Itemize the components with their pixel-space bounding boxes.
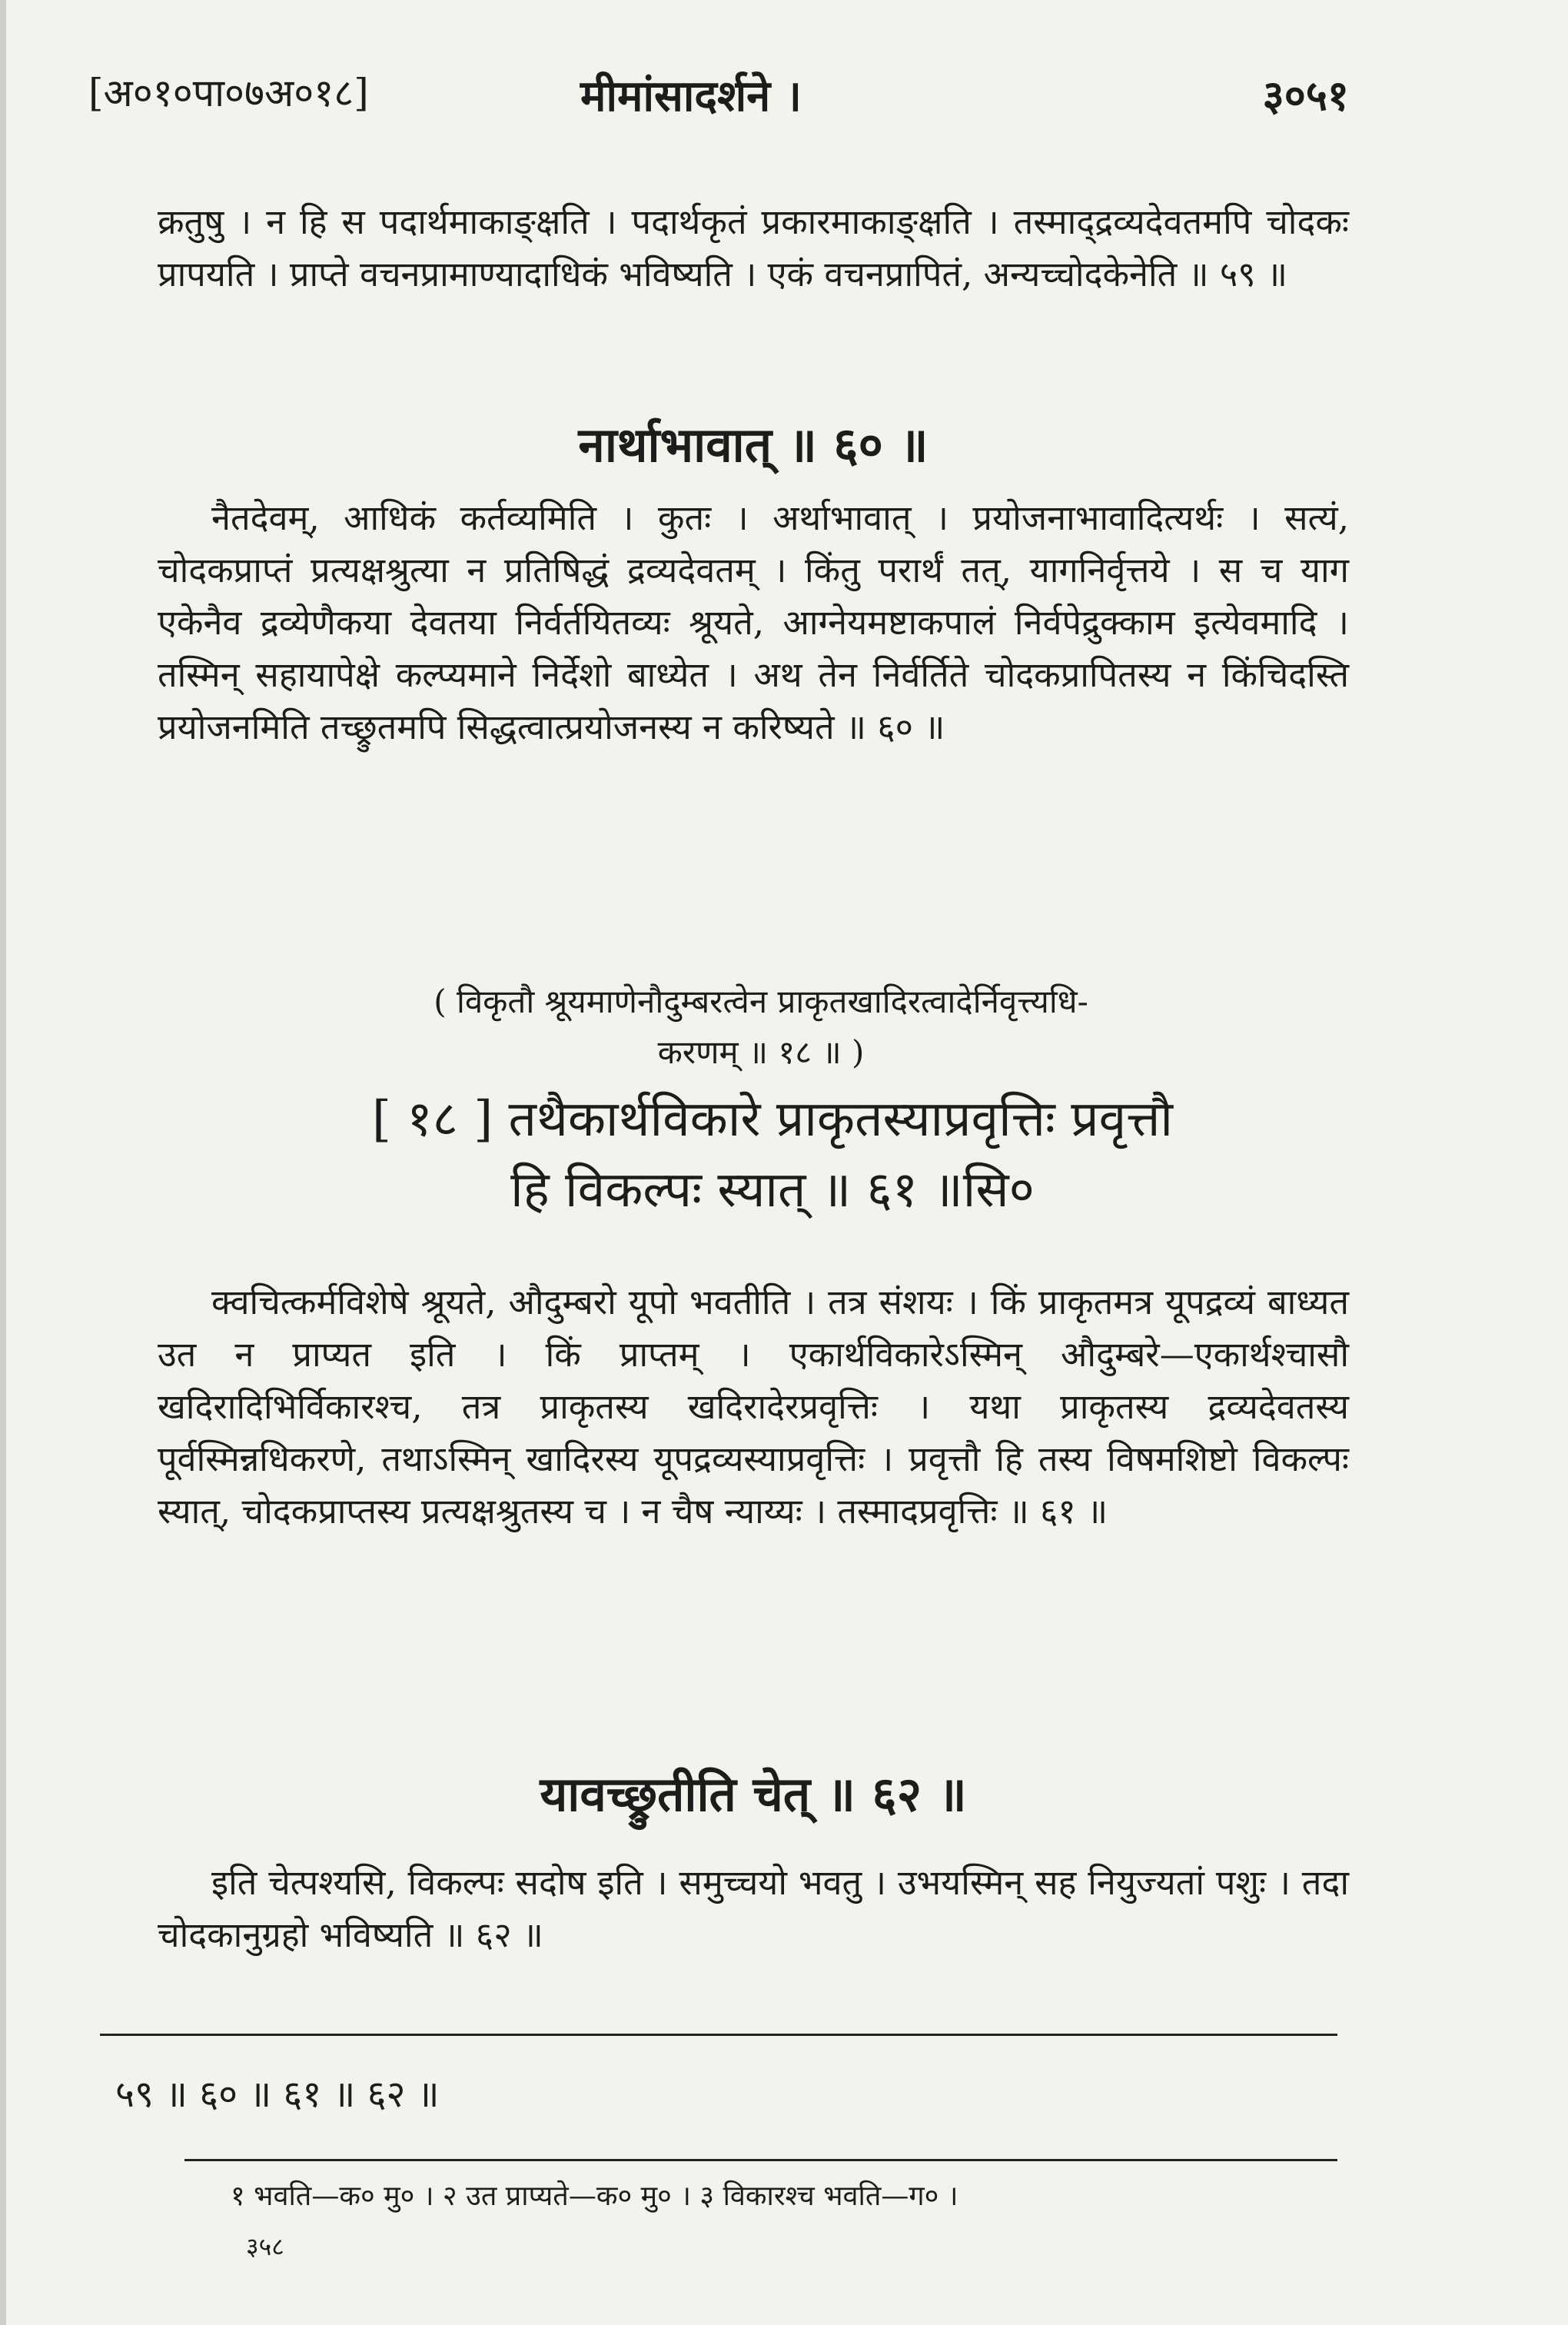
rule-bottom bbox=[184, 2159, 1337, 2161]
sutra-60: नार्थाभावात् ॥ ६० ॥ bbox=[578, 417, 929, 473]
commentary-paragraph-3: क्वचित्कर्मविशेषे श्रूयते, औदुम्बरो यूपो भवतीति । तत्र संशयः । किं प्राकृतमत्र यूपद्रव्यं बाध्यत उत न प्राप्यत इति । किं प्राप्तम् । एकार्थविकारेऽस्मिन् औदुम्बरे—एकार्थश्चासौ खदिरादिभिर्विकारश्च, तत्र प्राकृतस्य खदिरादेरप्रवृत्तिः । यथा प्राकृतस्य द्रव्यदेवतस्य पूर्वस्मिन्नधिकरणे, तथाऽस्मिन् खादिरस्य यूपद्रव्यस्याप्रवृत्तिः । प्रवृत्तौ हि तस्य विषमशिष्टो विकल्पः स्यात्, चोदकप्राप्तस्य प्रत्यक्षश्रुतस्य च । न चैष न्याय्यः । तस्मादप्रवृत्तिः ॥ ६१ ॥ bbox=[158, 1282, 1349, 1532]
running-title: मीमांसादर्शने । bbox=[580, 71, 802, 121]
rule-top bbox=[100, 2034, 1337, 2036]
sutra-61 bbox=[158, 1084, 1387, 1226]
adhikarana-title bbox=[184, 976, 1337, 1078]
page-header bbox=[88, 65, 1349, 127]
adhikarana-line-1: ( विकृतौ श्रूयमाणेनौदुम्बरत्वेन प्राकृतखादिरत्वादेर्निवृत्त्यधि- bbox=[434, 983, 1088, 1020]
sutra-61-line-1: [ १८ ] तथैकार्थविकारे प्राकृतस्याप्रवृत्तिः प्रवृत्तौ bbox=[371, 1091, 1174, 1148]
section-reference: [अ०१०पा०७अ०१८] bbox=[88, 71, 369, 115]
sutra-references: ५९ ॥ ६० ॥ ६१ ॥ ६२ ॥ bbox=[115, 2073, 440, 2116]
commentary-paragraph-1: क्रतुषु । न हि स पदार्थमाकाङ्क्षति । पदार्थकृतं प्रकारमाकाङ्क्षति । तस्माद्द्रव्यदेवतमपि चोदकः प्रापयति । प्राप्ते वचनप्रामाण्यादाधिकं भविष्यति । एकं वचनप्रापितं, अन्यच्चोदकेनेति ॥ ५९ ॥ bbox=[158, 201, 1349, 294]
commentary-paragraph-4: इति चेत्पश्यसि, विकल्पः सदोष इति । समुच्चयो भवतु । उभयस्मिन् सह नियुज्यतां पशुः । तदा चोदकानुग्रहो भविष्यति ॥ ६२ ॥ bbox=[158, 1862, 1349, 1955]
sutra-62: यावच्छ्रुतीति चेत् ॥ ६२ ॥ bbox=[540, 1766, 967, 1822]
printer-signature: ३५८ bbox=[246, 2232, 284, 2261]
commentary-paragraph-2: नैतदेवम्, आधिकं कर्तव्यमिति । कुतः । अर्थाभावात् । प्रयोजनाभावादित्यर्थः । सत्यं, चोदकप्राप्तं प्रत्यक्षश्रुत्या न प्रतिषिद्धं द्रव्यदेवतम् । किंतु परार्थं तत्, यागनिर्वृत्तये । स च याग एकेनैव द्रव्येणैकया देवतया निर्वर्तयितव्यः श्रूयते, आग्नेयमष्टाकपालं निर्वपेद्रुक्काम इत्येवमादि । तस्मिन् सहायापेक्षे कल्प्यमाने निर्देशो बाध्येत । अथ तेन निर्वर्तिते चोदकप्रापितस्य न किंचिदस्ति प्रयोजनमिति तच्छ्रुतमपि सिद्धत्वात्प्रयोजनस्य न करिष्यते ॥ ६० ॥ bbox=[158, 497, 1349, 747]
page-number: ३०५१ bbox=[1262, 71, 1349, 120]
scan-edge bbox=[0, 0, 6, 2325]
adhikarana-line-2: करणम् ॥ १८ ॥ ) bbox=[657, 1033, 865, 1071]
sutra-61-line-2: हि विकल्पः स्यात् ॥ ६१ ॥सि० bbox=[510, 1162, 1035, 1219]
footnote: १ भवति—क० मु० । २ उत प्राप्यते—क० मु० । ३ विकारश्च भवति—ग० । bbox=[231, 2180, 958, 2212]
